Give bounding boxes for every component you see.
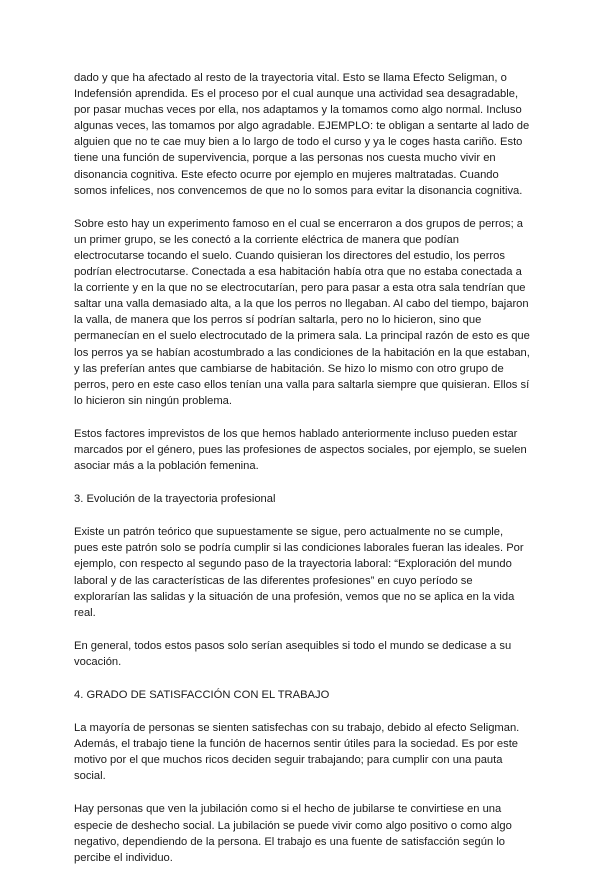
paragraph-seligman-effect: dado y que ha afectado al resto de la trayectoria vital. Esto se llama Efecto Seligman, o Indefensión aprendida. Es el proceso por el cual aunque una actividad sea desagradable, por pasar muchas veces por ella, nos adaptamos y la tomamos como algo normal. Incluso algunas veces, las tomamos por algo agradable. EJEMPLO: te obligan a sentarte al lado de alguien que no te cae muy bien a lo largo de todo el curso y ya le coges hasta cariño. Esto tiene una función de supervivencia, porque a las personas nos cuesta mucho vivir en disonancia cognitiva. Este efecto ocurre por ejemplo en mujeres maltratadas. Cuando somos infelices, nos convencemos de que no lo somos para evitar la disonancia cognitiva. <box>74 72 530 197</box>
paragraph-gender-factors: Estos factores imprevistos de los que hemos hablado anteriormente incluso pueden estar marcados por el género, pues las profesiones de aspectos sociales, por ejemplo, se suelen asociar más a la población femenina. <box>74 427 527 473</box>
paragraph-vocation: En general, todos estos pasos solo serían asequibles si todo el mundo se dedicase a su vocación. <box>74 639 512 668</box>
document-body <box>74 70 530 883</box>
paragraph-retirement: Hay personas que ven la jubilación como si el hecho de jubilarse te convirtiese en una especie de deshecho social. La jubilación se puede vivir como algo positivo o como algo negativo, dependiendo de la persona. El trabajo es una fuente de satisfacción según lo percibe el individuo. <box>74 803 512 864</box>
paragraph-theoretical-pattern: Existe un patrón teórico que supuestamente se sigue, pero actualmente no se cumple, pues este patrón solo se podría cumplir si las condiciones laborales fueran las ideales. Por ejemplo, con respecto al segundo paso de la trayectoria laboral: “Exploración del mundo laboral y de las características de las diferentes profesiones” en cuyo período se explorarían las salidas y la situación de una profesión, vemos que no se aplica en la vida real. <box>74 526 524 619</box>
paragraph-satisfaction: La mayoría de personas se sienten satisfechas con su trabajo, debido al efecto Seligman. Además, el trabajo tiene la función de hacernos sentir útiles para la sociedad. Es por este motivo por el que muchos ricos deciden seguir trabajando; para cumplir con una pauta social. <box>74 722 520 783</box>
section-heading-job-satisfaction: 4. GRADO DE SATISFACCIÓN CON EL TRABAJO <box>74 689 330 701</box>
paragraph-dog-experiment: Sobre esto hay un experimento famoso en el cual se encerraron a dos grupos de perros; a un primer grupo, se les conectó a la corriente eléctrica de manera que podían electrocutarse tocando el suelo. Cuando quisieran los directores del estudio, los perros podrían electrocutarse. Conectada a esa habitación había otra que no estaba conectada a la corriente y en la que no se electrocutarían, pero para pasar a esta otra sala tendrían que saltar una valla demasiado alta, a la que los perros no llegaban. Al cabo del tiempo, bajaron la valla, de manera que los perros sí podrían saltarla, pero no lo hicieron, sino que permanecían en el suelo electrocutado de la primera sala. La principal razón de esto es que los perros ya se habían acostumbrado a las condiciones de la habitación en la que estaban, y las preferían antes que cambiarse de habitación. Se hizo lo mismo con otro grupo de perros, pero en este caso ellos tenían una valla para saltarla siempre que quisieran. Ellos sí lo hicieron sin ningún problema. <box>74 217 530 407</box>
section-heading-career-evolution: 3. Evolución de la trayectoria profesional <box>74 493 276 506</box>
